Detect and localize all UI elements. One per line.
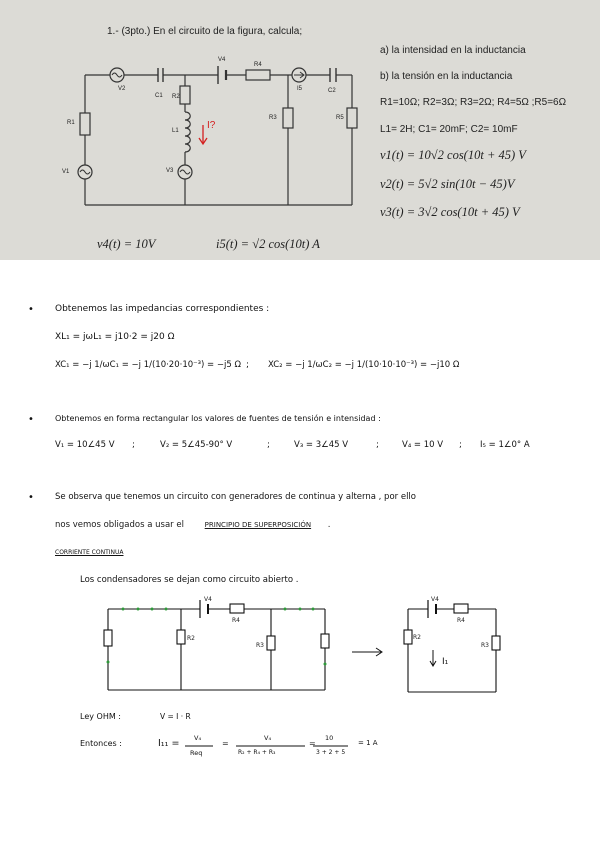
source-separator: ; [459,440,462,450]
problem-title: 1.- (3pto.) En el circuito de la figura, calcula; [107,26,303,37]
source-phasor-v3: V₃ = 3∠45 V [294,440,349,450]
components: L1= 2H; C1= 20mF; C2= 10mF [380,124,518,135]
label-c1: C1 [155,93,163,99]
calc-frac3-den: 3 + 2 + 5 [316,749,346,756]
source-phasor-v4: V₄ = 10 V [402,440,444,450]
then-label: Entonces : [80,739,122,748]
label-v3: V3 [166,168,174,174]
capacitors-note: Los condensadores se dejan como circuito abierto . [80,575,299,585]
source-v4: v4(t) = 10V [97,237,156,251]
bullet-1: • [28,304,34,315]
label-c2: C2 [328,88,336,94]
sketch2-label-i1: I₁ [442,657,449,667]
bullet-3: • [28,492,34,503]
observation-line-1: Se observa que tenemos un circuito con generadores de continua y alterna , por ello [55,492,416,502]
bullet-2: • [28,414,34,425]
observation-end: . [327,520,331,530]
calc-eq2: = [309,739,316,748]
sketch2-label-r3: R3 [481,642,489,649]
label-v4: V4 [218,57,226,63]
source-v2: v2(t) = 5√2 sin(10t − 45)V [380,177,515,191]
calc-frac1-num: V₄ [194,734,202,742]
source-separator: ; [376,440,379,450]
label-r5: R5 [336,115,344,121]
sketch2-label-r4: R4 [457,617,465,624]
ohm-label: Ley OHM : [80,712,121,721]
label-current: I? [207,120,216,131]
label-r4: R4 [254,62,262,68]
source-phasor-v2: V₂ = 5∠45-90° V [160,440,233,450]
calc-result: = 1 A [358,739,378,747]
label-r3: R3 [269,115,277,121]
source-i5: i5(t) = √2 cos(10t) A [216,237,320,251]
calc-eq1: = [222,739,229,748]
label-v1: V1 [62,169,70,175]
impedances-heading: Obtenemos las impedancias correspondientes : [55,304,270,314]
observation-text: nos vemos obligados a usar el [55,520,184,530]
impedance-xc1: XC₁ = −j 1/ωC₁ = −j 1/(10·20·10⁻³) = −j5 Ω [55,360,241,370]
source-phasor-i5: I₅ = 1∠0° A [480,440,530,450]
question-b: b) la tensión en la inductancia [380,71,513,82]
source-v3: v3(t) = 3√2 cos(10t + 45) V [380,205,520,219]
sketch-label-r2: R2 [187,635,195,642]
label-l1: L1 [172,128,179,134]
sketch-label-r3: R3 [256,642,264,649]
separator: ; [246,360,250,370]
label-r1: R1 [67,120,75,126]
calc-frac3-num: 10 [325,734,334,742]
superposition-principle: PRINCIPIO DE SUPERPOSICIÓN [204,521,312,529]
sketch2-label-r2: R2 [413,634,421,641]
source-phasor-v1: V₁ = 10∠45 V [55,440,115,450]
label-i5: I5 [297,86,303,92]
source-separator: ; [132,440,135,450]
calc-frac2-num: V₄ [264,734,272,742]
calc-frac2-den: R₂ + R₄ + R₃ [238,749,276,756]
label-r2: R2 [172,94,180,100]
sketch2-label-v4: V4 [431,596,439,603]
question-a: a) la intensidad en la inductancia [380,45,526,56]
resistances: R1=10Ω; R2=3Ω; R3=2Ω; R4=5Ω ;R5=6Ω [380,97,567,108]
calc-frac1-den: Req [190,749,203,757]
sketch-label-r4: R4 [232,617,240,624]
sketch-label-v4: V4 [204,596,212,603]
impedance-xl1: XL₁ = jωL₁ = j10·2 = j20 Ω [55,332,175,342]
source-separator: ; [267,440,270,450]
observation-line-2 [55,520,331,530]
calc-lhs: I₁₁ = [158,738,180,749]
label-v2: V2 [118,86,126,92]
problem-photo [0,0,600,260]
sources-heading: Obtenemos en forma rectangular los valores de fuentes de tensión e intensidad : [55,414,381,423]
source-v1: v1(t) = 10√2 cos(10t + 45) V [380,148,526,162]
dc-heading: CORRIENTE CONTINUA [55,549,124,556]
ohm-formula: V = I · R [160,712,191,721]
impedance-xc2: XC₂ = −j 1/ωC₂ = −j 1/(10·10·10⁻³) = −j10 Ω [268,360,460,370]
